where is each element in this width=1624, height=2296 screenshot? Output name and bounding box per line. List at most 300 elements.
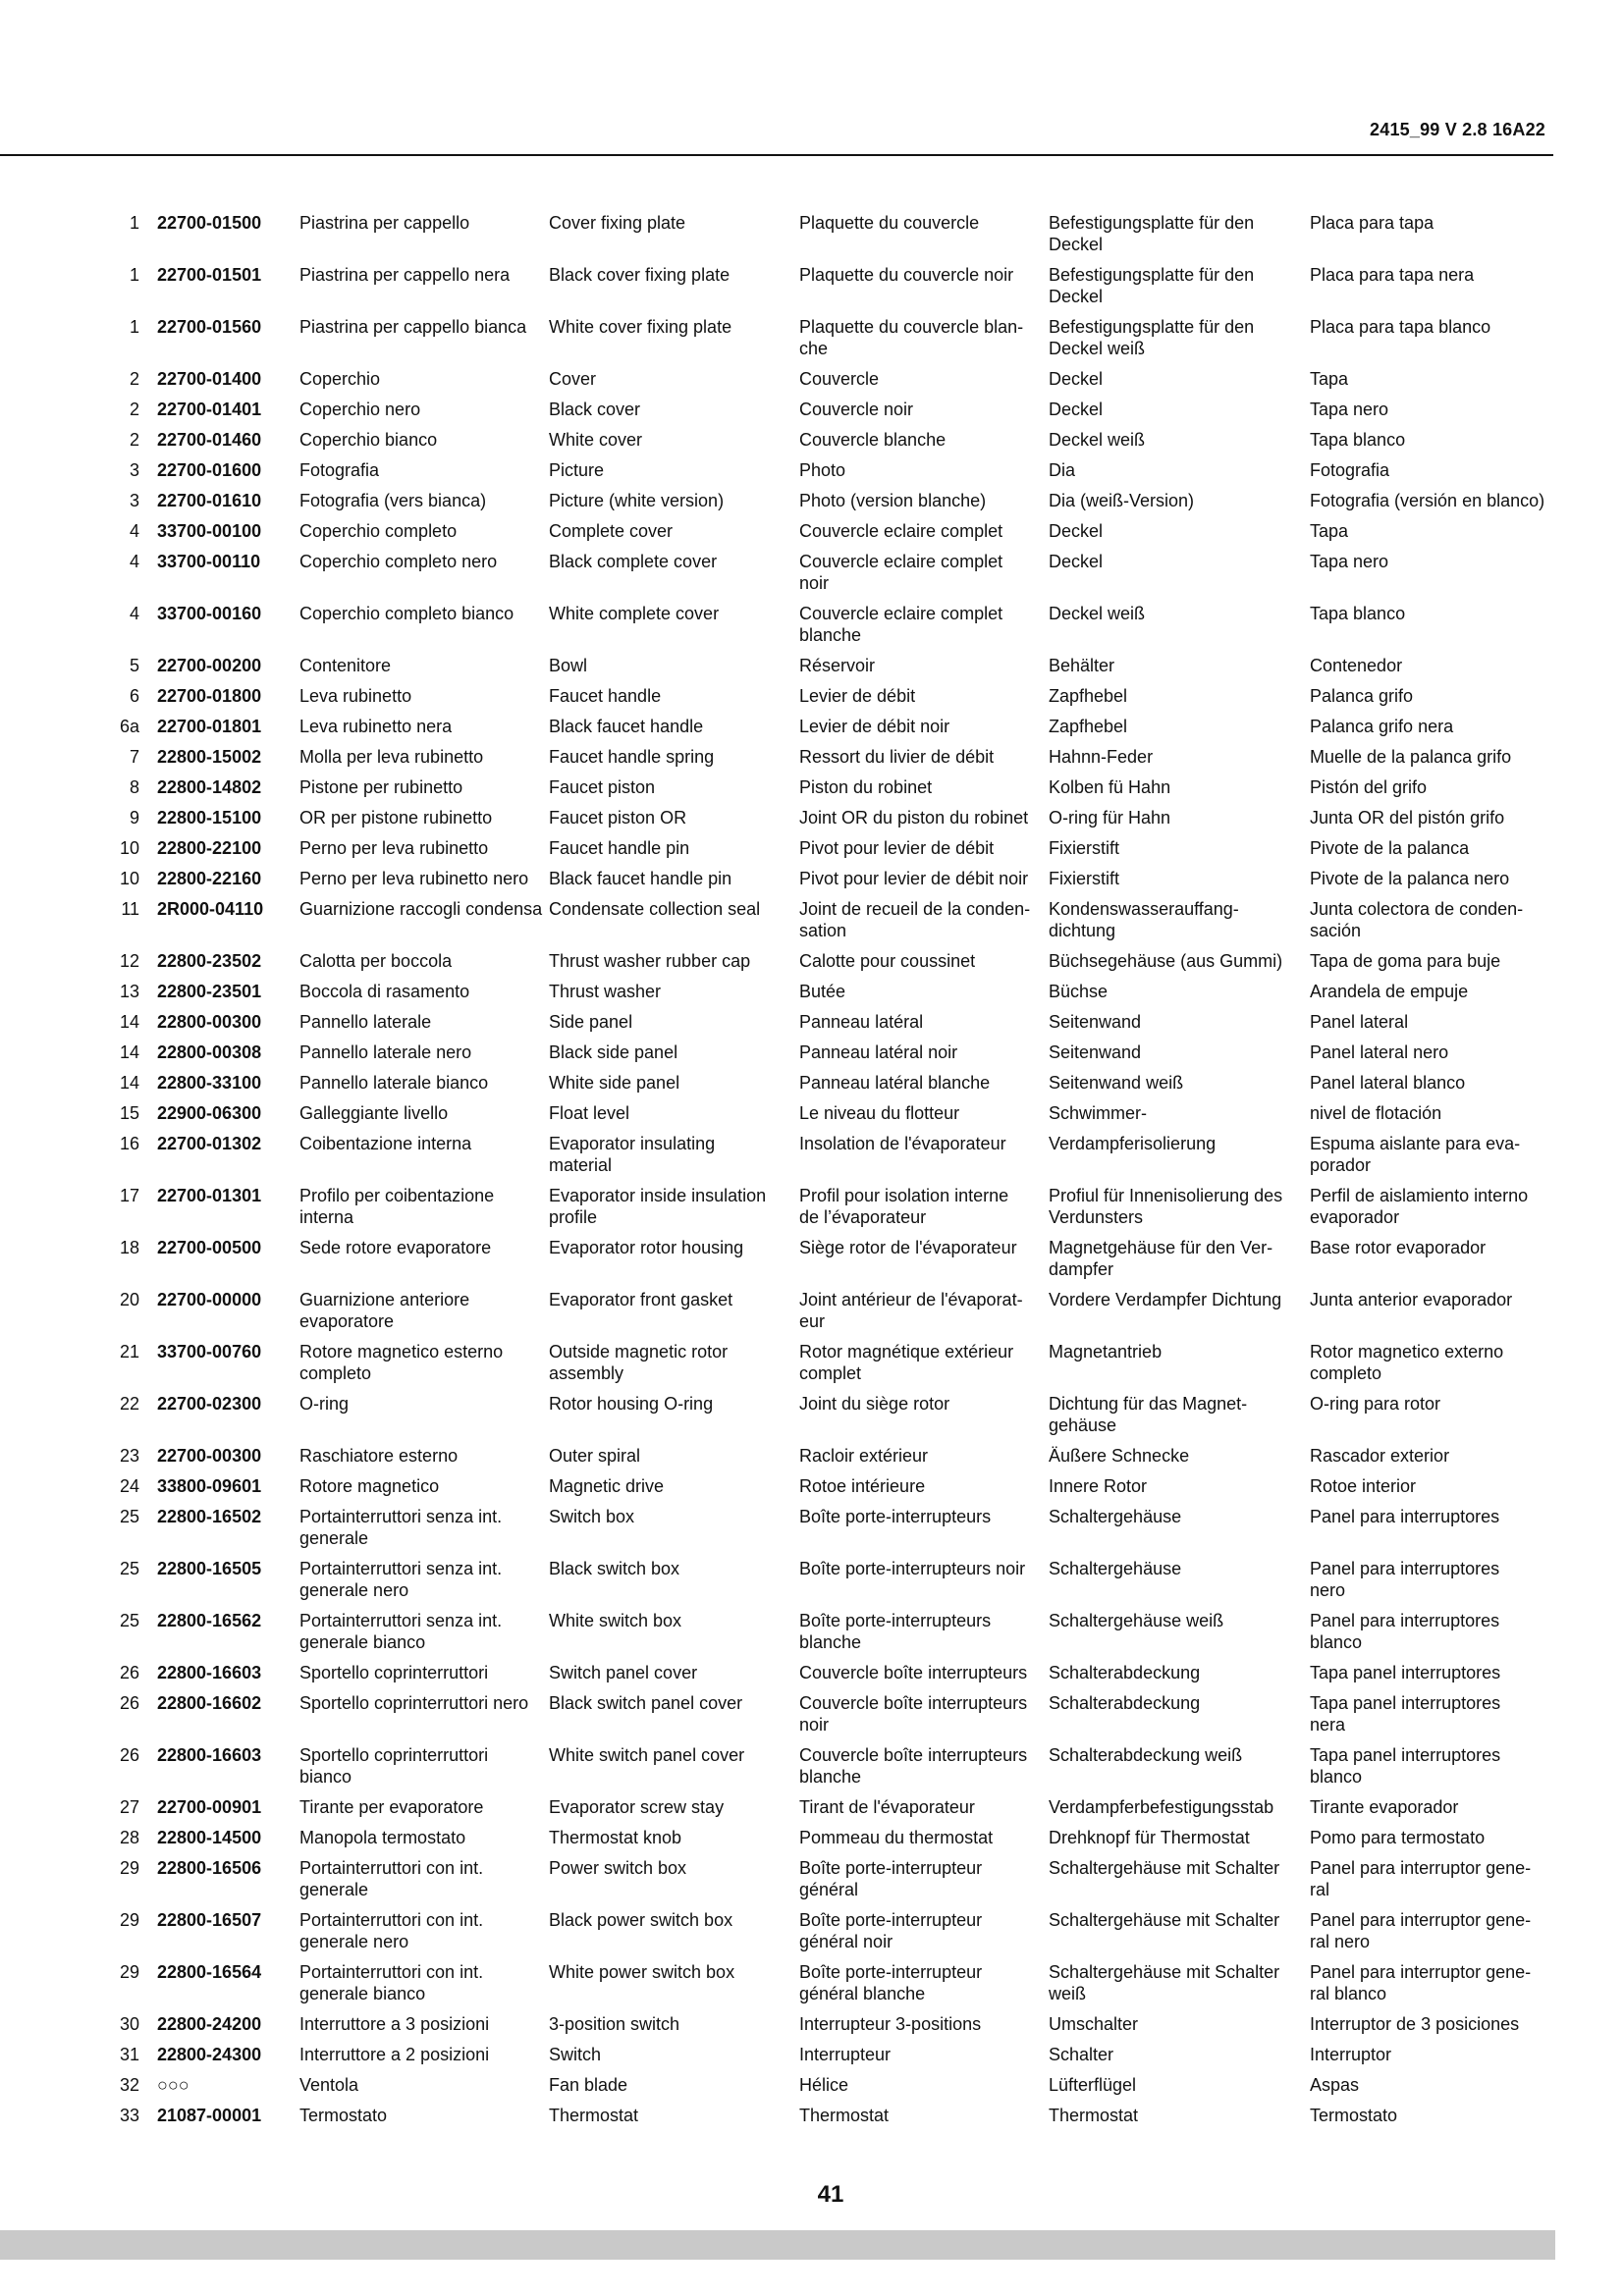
part-name-german: Umschalter	[1049, 2014, 1139, 2034]
part-position-number: 4	[129, 552, 139, 571]
part-name-italian: Portainterruttori senza int. generale nero	[299, 1559, 503, 1600]
part-name-spanish: Perfil de aislamiento interno evaporador	[1310, 1186, 1529, 1227]
part-name-spanish: Placa para tapa	[1310, 213, 1435, 233]
table-row	[118, 2013, 1571, 2044]
part-name-german: Behälter	[1049, 656, 1115, 675]
table-row	[118, 1744, 1571, 1796]
part-name-english: Black faucet handle	[549, 717, 704, 736]
table-row	[118, 950, 1571, 981]
part-name-italian: Raschiatore esterno	[299, 1446, 459, 1466]
table-row	[118, 1692, 1571, 1744]
part-name-english: Faucet handle	[549, 686, 662, 706]
part-name-german: Deckel weiß	[1049, 430, 1146, 450]
part-name-french: Thermostat	[799, 2106, 890, 2125]
part-name-spanish: Tapa	[1310, 521, 1349, 541]
part-name-spanish: Tapa nero	[1310, 552, 1389, 571]
part-name-english: Float level	[549, 1103, 630, 1123]
table-row	[118, 212, 1571, 264]
part-name-spanish: Panel para interruptor gene- ral blanco	[1310, 1962, 1532, 2003]
part-position-number: 16	[119, 1134, 139, 1153]
part-name-italian: Interruttore a 2 posizioni	[299, 2045, 490, 2064]
part-position-number: 18	[119, 1238, 139, 1257]
part-name-spanish: O-ring para rotor	[1310, 1394, 1441, 1414]
part-name-english: White complete cover	[549, 604, 720, 623]
part-name-spanish: Pomo para termostato	[1310, 1828, 1486, 1847]
part-name-french: Joint de recueil de la conden- sation	[799, 899, 1031, 940]
part-name-english: Outside magnetic rotor assembly	[549, 1342, 729, 1383]
part-name-italian: Portainterruttori senza int. generale	[299, 1507, 503, 1548]
part-name-spanish: Tapa panel interruptores	[1310, 1663, 1501, 1682]
part-position-number: 2	[129, 369, 139, 389]
part-name-german: Befestigungsplatte für den Deckel weiß	[1049, 317, 1255, 358]
part-position-number: 5	[129, 656, 139, 675]
part-name-italian: Coibentazione interna	[299, 1134, 472, 1153]
part-name-english: Faucet piston OR	[549, 808, 687, 828]
part-name-french: Couvercle boîte interrupteurs	[799, 1663, 1028, 1682]
part-code: 22800-00300	[157, 1012, 262, 1032]
part-name-italian: Perno per leva rubinetto	[299, 838, 489, 858]
table-row	[118, 1102, 1571, 1133]
part-name-italian: Portainterruttori con int. generale	[299, 1858, 484, 1899]
table-row	[118, 746, 1571, 776]
part-name-english: Condensate collection seal	[549, 899, 761, 919]
table-row	[118, 1961, 1571, 2013]
part-name-german: Deckel weiß	[1049, 604, 1146, 623]
part-name-french: Joint antérieur de l'évaporat- eur	[799, 1290, 1023, 1331]
part-name-german: Thermostat	[1049, 2106, 1139, 2125]
part-name-italian: Leva rubinetto nera	[299, 717, 453, 736]
part-name-german: Dichtung für das Magnet- gehäuse	[1049, 1394, 1248, 1435]
part-name-french: Siège rotor de l'évaporateur	[799, 1238, 1017, 1257]
part-position-number: 25	[119, 1611, 139, 1630]
table-row	[118, 1185, 1571, 1237]
table-row	[118, 1237, 1571, 1289]
table-row	[118, 2044, 1571, 2074]
part-code: 22800-15002	[157, 747, 262, 767]
part-code: 22700-01560	[157, 317, 262, 337]
part-name-spanish: Rotoe interior	[1310, 1476, 1417, 1496]
part-name-spanish: Rotor magnetico externo completo	[1310, 1342, 1504, 1383]
part-name-italian: Pannello laterale bianco	[299, 1073, 489, 1093]
part-code: 22900-06300	[157, 1103, 262, 1123]
part-code: 22800-24300	[157, 2045, 262, 2064]
part-name-french: Ressort du livier de débit	[799, 747, 995, 767]
part-name-italian: Rotore magnetico	[299, 1476, 440, 1496]
part-position-number: 10	[119, 869, 139, 888]
part-name-italian: Coperchio nero	[299, 400, 421, 419]
part-position-number: 3	[129, 460, 139, 480]
part-name-german: Schaltergehäuse mit Schalter	[1049, 1858, 1280, 1878]
part-position-number: 4	[129, 604, 139, 623]
part-name-italian: Piastrina per cappello nera	[299, 265, 511, 285]
part-name-french: Levier de débit noir	[799, 717, 950, 736]
part-name-italian: O-ring	[299, 1394, 350, 1414]
part-name-italian: Contenitore	[299, 656, 392, 675]
part-name-french: Piston du robinet	[799, 777, 933, 797]
part-code: 33700-00160	[157, 604, 262, 623]
part-name-english: Evaporator insulating material	[549, 1134, 716, 1175]
part-code: 22800-16603	[157, 1663, 262, 1682]
part-name-german: Profiul für Innenisolierung des Verdunsters	[1049, 1186, 1283, 1227]
part-name-spanish: Tapa blanco	[1310, 430, 1406, 450]
table-row	[118, 1393, 1571, 1445]
table-row	[118, 685, 1571, 716]
part-name-french: Butée	[799, 982, 846, 1001]
part-name-french: Panneau latéral blanche	[799, 1073, 991, 1093]
table-row	[118, 2105, 1571, 2135]
part-position-number: 14	[119, 1012, 139, 1032]
part-name-italian: Pistone per rubinetto	[299, 777, 463, 797]
part-name-italian: Fotografia (vers bianca)	[299, 491, 487, 510]
part-name-french: Racloir extérieur	[799, 1446, 929, 1466]
part-name-spanish: Palanca grifo nera	[1310, 717, 1454, 736]
part-name-italian: Tirante per evaporatore	[299, 1797, 484, 1817]
part-name-spanish: Arandela de empuje	[1310, 982, 1469, 1001]
part-name-spanish: Panel para interruptores blanco	[1310, 1611, 1500, 1652]
part-code: 22700-01501	[157, 265, 262, 285]
part-position-number: 30	[119, 2014, 139, 2034]
part-position-number: 26	[119, 1745, 139, 1765]
part-name-italian: OR per pistone rubinetto	[299, 808, 493, 828]
part-name-spanish: Interruptor de 3 posiciones	[1310, 2014, 1520, 2034]
part-name-italian: Sede rotore evaporatore	[299, 1238, 492, 1257]
part-name-italian: Fotografia	[299, 460, 380, 480]
part-name-spanish: Placa para tapa blanco	[1310, 317, 1491, 337]
part-name-french: Insolation de l'évaporateur	[799, 1134, 1006, 1153]
part-name-german: Äußere Schnecke	[1049, 1446, 1190, 1466]
part-position-number: 11	[121, 899, 139, 919]
part-position-number: 22	[119, 1394, 139, 1414]
part-name-spanish: Pivote de la palanca nero	[1310, 869, 1510, 888]
part-name-english: Faucet handle pin	[549, 838, 690, 858]
part-name-french: Plaquette du couvercle noir	[799, 265, 1014, 285]
part-name-german: Lüfterflügel	[1049, 2075, 1137, 2095]
part-name-english: Outer spiral	[549, 1446, 641, 1466]
part-position-number: 24	[119, 1476, 139, 1496]
part-position-number: 32	[119, 2075, 139, 2095]
part-name-german: Schalterabdeckung	[1049, 1693, 1201, 1713]
part-name-spanish: Pivote de la palanca	[1310, 838, 1470, 858]
table-row	[118, 837, 1571, 868]
part-position-number: 23	[119, 1446, 139, 1466]
part-name-german: Kolben fü Hahn	[1049, 777, 1171, 797]
part-position-number: 3	[129, 491, 139, 510]
part-name-german: Hahnn-Feder	[1049, 747, 1154, 767]
part-position-number: 28	[119, 1828, 139, 1847]
table-row	[118, 459, 1571, 490]
part-name-english: Black cover	[549, 400, 641, 419]
part-code: 22800-00308	[157, 1042, 262, 1062]
part-name-italian: Profilo per coibentazione interna	[299, 1186, 495, 1227]
table-row	[118, 551, 1571, 603]
part-name-italian: Piastrina per cappello bianca	[299, 317, 527, 337]
part-position-number: 7	[129, 747, 139, 767]
part-name-german: O-ring für Hahn	[1049, 808, 1171, 828]
part-name-french: Boîte porte-interrupteurs noir	[799, 1559, 1026, 1578]
part-name-spanish: Contenedor	[1310, 656, 1403, 675]
table-row	[118, 776, 1571, 807]
part-name-spanish: Panel para interruptor gene- ral nero	[1310, 1910, 1532, 1951]
part-name-german: Schaltergehäuse	[1049, 1559, 1182, 1578]
part-name-spanish: Pistón del grifo	[1310, 777, 1428, 797]
part-code: 22700-01302	[157, 1134, 262, 1153]
table-row	[118, 264, 1571, 316]
part-position-number: 1	[129, 317, 139, 337]
part-name-french: Boîte porte-interrupteur général blanche	[799, 1962, 983, 2003]
part-name-english: Faucet piston	[549, 777, 656, 797]
part-name-italian: Portainterruttori senza int. generale bianco	[299, 1611, 503, 1652]
table-row	[118, 1662, 1571, 1692]
part-name-english: Switch	[549, 2045, 602, 2064]
part-code: 22700-01800	[157, 686, 262, 706]
part-name-spanish: Termostato	[1310, 2106, 1398, 2125]
part-name-spanish: Tapa	[1310, 369, 1349, 389]
part-code: 22800-22100	[157, 838, 262, 858]
part-name-italian: Sportello coprinterruttori	[299, 1663, 489, 1682]
part-name-italian: Pannello laterale nero	[299, 1042, 472, 1062]
part-name-french: Couvercle blanche	[799, 430, 947, 450]
part-name-english: Evaporator rotor housing	[549, 1238, 744, 1257]
part-name-spanish: Tapa panel interruptores blanco	[1310, 1745, 1501, 1787]
part-name-english: Switch panel cover	[549, 1663, 698, 1682]
part-name-french: Boîte porte-interrupteur général	[799, 1858, 983, 1899]
part-name-german: Seitenwand	[1049, 1042, 1142, 1062]
part-name-english: Faucet handle spring	[549, 747, 715, 767]
part-name-english: Magnetic drive	[549, 1476, 665, 1496]
table-row	[118, 1011, 1571, 1041]
part-name-italian: Coperchio completo	[299, 521, 458, 541]
part-position-number: 4	[129, 521, 139, 541]
part-name-spanish: Panel para interruptor gene- ral	[1310, 1858, 1532, 1899]
table-row	[118, 1133, 1571, 1185]
part-position-number: 1	[129, 213, 139, 233]
part-name-french: Hélice	[799, 2075, 849, 2095]
part-name-spanish: Interruptor	[1310, 2045, 1392, 2064]
part-name-spanish: Panel lateral nero	[1310, 1042, 1449, 1062]
part-name-english: Rotor housing O-ring	[549, 1394, 714, 1414]
part-code: 22700-01801	[157, 717, 262, 736]
part-name-english: Black cover fixing plate	[549, 265, 731, 285]
part-name-italian: Coperchio completo bianco	[299, 604, 514, 623]
part-name-spanish: Aspas	[1310, 2075, 1360, 2095]
part-name-italian: Perno per leva rubinetto nero	[299, 869, 529, 888]
table-row	[118, 898, 1571, 950]
part-position-number: 26	[119, 1663, 139, 1682]
part-position-number: 2	[129, 400, 139, 419]
part-name-italian: Ventola	[299, 2075, 359, 2095]
part-name-english: Fan blade	[549, 2075, 628, 2095]
part-name-french: Rotoe intérieure	[799, 1476, 926, 1496]
table-row	[118, 368, 1571, 399]
part-name-french: Boîte porte-interrupteur général noir	[799, 1910, 983, 1951]
part-name-german: Zapfhebel	[1049, 717, 1128, 736]
part-name-english: Switch box	[549, 1507, 635, 1526]
table-row	[118, 1041, 1571, 1072]
part-name-german: Schalter	[1049, 2045, 1114, 2064]
part-code: 22800-33100	[157, 1073, 262, 1093]
table-row	[118, 1827, 1571, 1857]
part-name-english: Picture (white version)	[549, 491, 725, 510]
part-position-number: 14	[119, 1042, 139, 1062]
part-name-english: 3-position switch	[549, 2014, 680, 2034]
part-name-spanish: Panel lateral blanco	[1310, 1073, 1466, 1093]
part-name-french: Profil pour isolation interne de l’évaporateur	[799, 1186, 1009, 1227]
part-name-spanish: Panel para interruptores	[1310, 1507, 1500, 1526]
part-name-spanish: Junta colectora de conden- sación	[1310, 899, 1524, 940]
part-name-spanish: Muelle de la palanca grifo	[1310, 747, 1512, 767]
part-name-french: Interrupteur	[799, 2045, 892, 2064]
part-code: 22800-16507	[157, 1910, 262, 1930]
table-row	[118, 399, 1571, 429]
part-name-french: Le niveau du flotteur	[799, 1103, 960, 1123]
part-name-english: Black complete cover	[549, 552, 718, 571]
part-name-english: White switch box	[549, 1611, 682, 1630]
part-code: 22700-00500	[157, 1238, 262, 1257]
table-row	[118, 1610, 1571, 1662]
footer-bar	[0, 2230, 1555, 2260]
part-code: 22700-00300	[157, 1446, 262, 1466]
part-name-english: Thrust washer rubber cap	[549, 951, 751, 971]
part-name-french: Pommeau du thermostat	[799, 1828, 994, 1847]
part-name-spanish: Panel lateral	[1310, 1012, 1409, 1032]
part-code: 33800-09601	[157, 1476, 262, 1496]
part-name-german: Innere Rotor	[1049, 1476, 1148, 1496]
part-name-english: Cover	[549, 369, 597, 389]
part-name-french: Photo	[799, 460, 846, 480]
part-name-spanish: Fotografia (versión en blanco)	[1310, 491, 1545, 510]
part-name-german: Verdampferisolierung	[1049, 1134, 1217, 1153]
part-name-german: Schaltergehäuse weiß	[1049, 1611, 1224, 1630]
part-name-french: Photo (version blanche)	[799, 491, 987, 510]
part-name-italian: Leva rubinetto	[299, 686, 412, 706]
part-code: 22800-14802	[157, 777, 262, 797]
part-name-english: White cover	[549, 430, 643, 450]
part-name-italian: Termostato	[299, 2106, 388, 2125]
part-name-german: Schaltergehäuse mit Schalter weiß	[1049, 1962, 1280, 2003]
table-row	[118, 603, 1571, 655]
part-code: 22800-15100	[157, 808, 262, 828]
part-name-french: Pivot pour levier de débit noir	[799, 869, 1029, 888]
part-code: 22700-01301	[157, 1186, 262, 1205]
part-name-italian: Sportello coprinterruttori nero	[299, 1693, 529, 1713]
table-row	[118, 1558, 1571, 1610]
table-row	[118, 1909, 1571, 1961]
part-position-number: 26	[119, 1693, 139, 1713]
part-name-french: Couvercle eclaire complet blanche	[799, 604, 1003, 645]
table-row	[118, 716, 1571, 746]
table-row	[118, 429, 1571, 459]
part-name-english: White power switch box	[549, 1962, 735, 1982]
part-name-english: Thermostat	[549, 2106, 639, 2125]
part-name-german: Büchse	[1049, 982, 1109, 1001]
table-row	[118, 1475, 1571, 1506]
part-name-spanish: Placa para tapa nera	[1310, 265, 1475, 285]
part-name-spanish: Tapa nero	[1310, 400, 1389, 419]
document-code: 2415_99 V 2.8 16A22	[1370, 120, 1545, 139]
part-name-spanish: Base rotor evaporador	[1310, 1238, 1487, 1257]
part-name-italian: Pannello laterale	[299, 1012, 432, 1032]
table-row	[118, 981, 1571, 1011]
part-name-german: Deckel	[1049, 521, 1104, 541]
part-name-english: Black faucet handle pin	[549, 869, 732, 888]
part-name-german: Schalterabdeckung weiß	[1049, 1745, 1243, 1765]
part-name-german: Deckel	[1049, 552, 1104, 571]
part-code: 33700-00100	[157, 521, 262, 541]
part-name-english: Thermostat knob	[549, 1828, 682, 1847]
table-row	[118, 1506, 1571, 1558]
part-name-german: Zapfhebel	[1049, 686, 1128, 706]
part-name-french: Couvercle boîte interrupteurs blanche	[799, 1745, 1028, 1787]
part-position-number: 6a	[119, 717, 139, 736]
part-name-english: Thrust washer	[549, 982, 662, 1001]
part-name-german: Magnetgehäuse für den Ver- dampfer	[1049, 1238, 1273, 1279]
part-name-spanish: Rascador exterior	[1310, 1446, 1450, 1466]
part-name-english: Cover fixing plate	[549, 213, 686, 233]
part-name-french: Rotor magnétique extérieur complet	[799, 1342, 1014, 1383]
part-name-english: Black side panel	[549, 1042, 678, 1062]
part-position-number: 31	[119, 2045, 139, 2064]
part-name-french: Couvercle eclaire complet noir	[799, 552, 1003, 593]
part-code: 22700-01400	[157, 369, 262, 389]
part-name-german: Deckel	[1049, 369, 1104, 389]
part-name-italian: Coperchio	[299, 369, 381, 389]
part-code: 22800-16603	[157, 1745, 262, 1765]
part-code: 33700-00760	[157, 1342, 262, 1362]
part-code: 22800-14500	[157, 1828, 262, 1847]
parts-table	[118, 212, 1571, 2135]
part-name-german: Seitenwand weiß	[1049, 1073, 1184, 1093]
part-code: 22800-16505	[157, 1559, 262, 1578]
part-name-english: Evaporator front gasket	[549, 1290, 733, 1309]
part-name-italian: Galleggiante livello	[299, 1103, 449, 1123]
part-name-french: Couvercle	[799, 369, 880, 389]
part-position-number: 13	[119, 982, 139, 1001]
part-name-french: Boîte porte-interrupteurs blanche	[799, 1611, 992, 1652]
part-name-german: Befestigungsplatte für den Deckel	[1049, 213, 1255, 254]
part-name-spanish: Tapa panel interruptores nera	[1310, 1693, 1501, 1735]
part-name-spanish: Panel para interruptores nero	[1310, 1559, 1500, 1600]
part-name-italian: Piastrina per cappello	[299, 213, 470, 233]
table-row	[118, 807, 1571, 837]
part-position-number: 17	[119, 1186, 139, 1205]
part-position-number: 14	[119, 1073, 139, 1093]
part-name-german: Seitenwand	[1049, 1012, 1142, 1032]
part-code: 22800-23502	[157, 951, 262, 971]
part-name-italian: Coperchio bianco	[299, 430, 438, 450]
table-row	[118, 490, 1571, 520]
part-name-italian: Sportello coprinterruttori bianco	[299, 1745, 489, 1787]
part-code: 22800-16602	[157, 1693, 262, 1713]
part-position-number: 33	[119, 2106, 139, 2125]
part-name-french: Couvercle noir	[799, 400, 914, 419]
table-row	[118, 1341, 1571, 1393]
part-name-italian: Interruttore a 3 posizioni	[299, 2014, 490, 2034]
table-row	[118, 1072, 1571, 1102]
part-name-french: Levier de débit	[799, 686, 916, 706]
part-name-spanish: Tapa de goma para buje	[1310, 951, 1501, 971]
part-name-english: White cover fixing plate	[549, 317, 732, 337]
part-code: 21087-00001	[157, 2106, 262, 2125]
part-position-number: 29	[119, 1858, 139, 1878]
part-name-italian: Manopola termostato	[299, 1828, 466, 1847]
table-row	[118, 2074, 1571, 2105]
part-name-french: Boîte porte-interrupteurs	[799, 1507, 992, 1526]
part-name-french: Pivot pour levier de débit	[799, 838, 995, 858]
part-code: 22800-16564	[157, 1962, 262, 1982]
part-name-spanish: Fotografia	[1310, 460, 1390, 480]
part-name-german: Büchsegehäuse (aus Gummi)	[1049, 951, 1283, 971]
table-row	[118, 1796, 1571, 1827]
